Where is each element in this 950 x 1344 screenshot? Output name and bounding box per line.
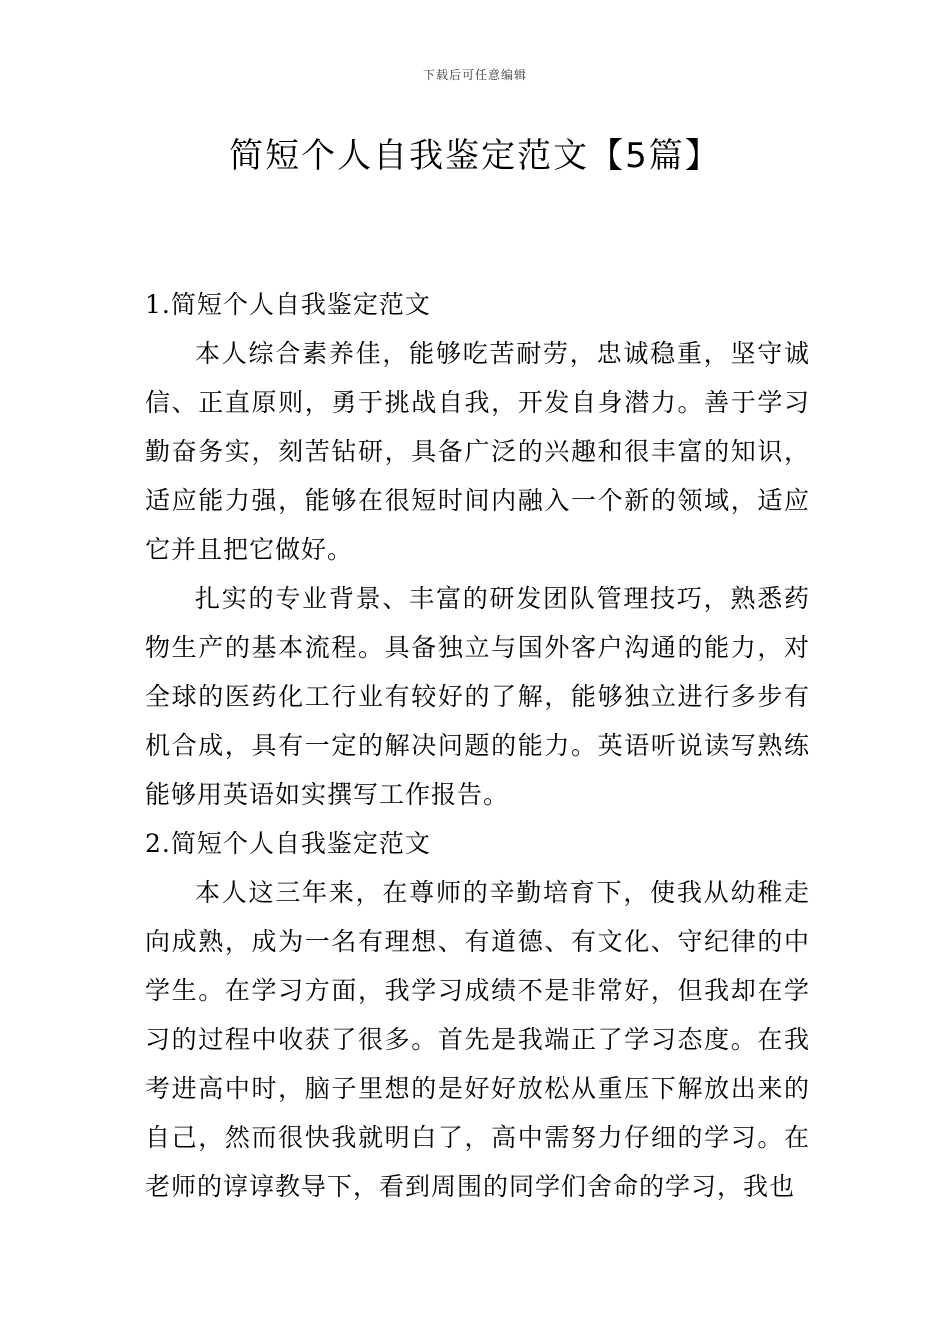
document-body: [145, 280, 810, 1211]
section-1: [145, 280, 810, 819]
section-heading: 2.简短个人自我鉴定范文: [145, 829, 431, 858]
document-title: 简短个人自我鉴定范文【5篇】: [229, 136, 721, 176]
paragraph: 本人这三年来，在尊师的辛勤培育下，使我从幼稚走向成熟，成为一名有理想、有道德、有文化、守纪律的中学生。在学习方面，我学习成绩不是非常好，但我却在学习的过程中收获了很多。首先是我端正了学习态度。在我考进高中时，脑子里想的是好好放松从重压下解放出来的自己，然而很快我就明白了，高中需努力仔细的学习。在老师的谆谆教导下，看到周围的同学们舍命的学习，我也: [145, 878, 810, 1201]
header-note: 下载后可任意编辑: [422, 68, 527, 82]
section-heading: 1.简短个人自我鉴定范文: [145, 290, 431, 319]
section-2: [145, 819, 810, 1211]
paragraph: 本人综合素养佳，能够吃苦耐劳，忠诚稳重，坚守诚信、正直原则，勇于挑战自我，开发自身潜力。善于学习勤奋务实，刻苦钻研，具备广泛的兴趣和很丰富的知识，适应能力强，能够在很短时间内融入一个新的领域，适应它并且把它做好。: [145, 339, 810, 564]
paragraph: 扎实的专业背景、丰富的研发团队管理技巧，熟悉药物生产的基本流程。具备独立与国外客户沟通的能力，对全球的医药化工行业有较好的了解，能够独立进行多步有机合成，具有一定的解决问题的能力。英语听说读写熟练能够用英语如实撰写工作报告。: [145, 584, 810, 809]
